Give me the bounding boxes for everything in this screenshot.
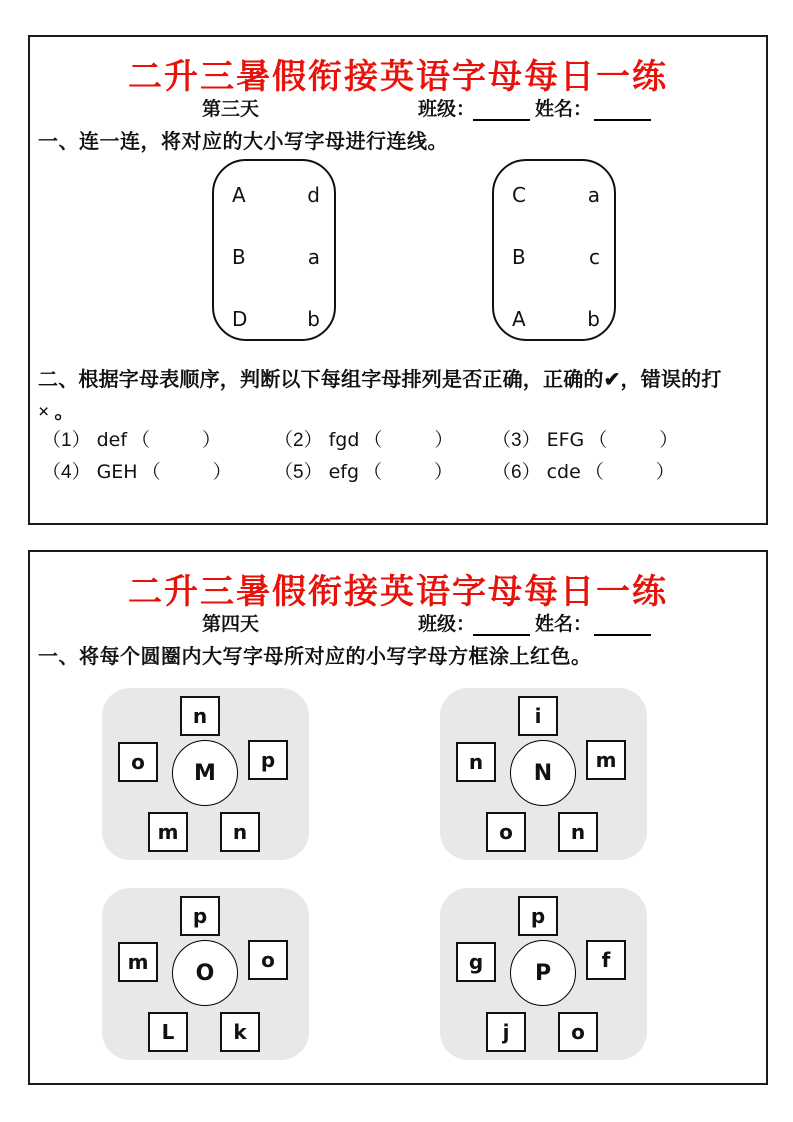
matching-row	[214, 245, 334, 269]
lowercase-letter: a	[307, 245, 320, 269]
judge-item	[492, 457, 675, 484]
option-letter: g	[468, 950, 484, 974]
option-letter: m	[157, 820, 179, 844]
section-1-heading: 一、连一连，将对应的大小写字母进行连线。	[38, 131, 448, 153]
circle-letter: N	[533, 760, 553, 786]
matching-row	[214, 307, 334, 331]
option-letter: n	[570, 820, 586, 844]
lowercase-option-box	[220, 812, 260, 852]
uppercase-letter: D	[232, 307, 248, 331]
uppercase-letter: B	[232, 245, 246, 269]
option-letter: o	[261, 948, 275, 972]
matching-row	[494, 307, 614, 331]
section-1-heading: 一、将每个圆圈内大写字母所对应的小写字母方框涂上红色。	[38, 646, 592, 668]
circle-letter: P	[534, 960, 552, 986]
judge-item	[42, 425, 221, 452]
option-letter: i	[534, 704, 542, 728]
letter-group: cde	[546, 461, 581, 483]
lowercase-option-box	[586, 940, 626, 980]
lowercase-letter: b	[587, 307, 600, 331]
uppercase-letter: A	[232, 183, 246, 207]
option-letter: m	[127, 950, 149, 974]
option-letter: p	[260, 748, 276, 772]
class-label: 班级：	[418, 99, 476, 120]
lowercase-option-box	[486, 812, 526, 852]
letter-panel-M	[102, 688, 309, 860]
option-letter: p	[530, 904, 546, 928]
circle-letter: O	[195, 960, 215, 986]
lowercase-option-box	[180, 896, 220, 936]
class-blank-line	[473, 119, 530, 121]
matching-row	[214, 183, 334, 207]
option-letter: o	[499, 820, 513, 844]
lowercase-option-box	[518, 896, 558, 936]
matching-row	[494, 245, 614, 269]
lowercase-letter: a	[587, 183, 600, 207]
lowercase-option-box	[118, 742, 158, 782]
uppercase-circle	[172, 740, 238, 806]
letter-group: EFG	[546, 429, 585, 451]
lowercase-option-box	[518, 696, 558, 736]
matching-row	[494, 183, 614, 207]
class-blank-line	[473, 634, 530, 636]
lowercase-option-box	[148, 1012, 188, 1052]
option-letter: j	[502, 1020, 510, 1044]
item-number: （6）	[492, 462, 541, 483]
lowercase-letter: d	[307, 183, 320, 207]
worksheet-title: 二升三暑假衔接英语字母每日一练	[128, 574, 668, 611]
option-letter: L	[161, 1020, 175, 1044]
option-letter: k	[233, 1020, 247, 1044]
uppercase-letter: C	[512, 183, 526, 207]
lowercase-option-box	[180, 696, 220, 736]
worksheet-page-day3	[28, 35, 768, 525]
letter-panel-P	[440, 888, 647, 1060]
answer-blank: （ ）	[141, 462, 232, 483]
worksheet-page-day4	[28, 550, 768, 1085]
letter-group: fgd	[328, 429, 360, 451]
uppercase-circle	[172, 940, 238, 1006]
item-number: （5）	[274, 462, 323, 483]
lowercase-option-box	[220, 1012, 260, 1052]
name-label: 姓名：	[535, 99, 593, 120]
lowercase-option-box	[558, 1012, 598, 1052]
lowercase-option-box	[586, 740, 626, 780]
letter-panel-O	[102, 888, 309, 1060]
matching-box-right	[492, 159, 616, 341]
letter-panel-N	[440, 688, 647, 860]
lowercase-option-box	[558, 812, 598, 852]
section-2-heading-line2: × 。	[38, 401, 75, 423]
uppercase-circle	[510, 740, 576, 806]
letter-group: def	[96, 429, 128, 451]
lowercase-option-box	[486, 1012, 526, 1052]
lowercase-option-box	[456, 742, 496, 782]
lowercase-option-box	[248, 940, 288, 980]
day-label: 第四天	[202, 614, 260, 635]
option-letter: n	[192, 704, 208, 728]
lowercase-option-box	[456, 942, 496, 982]
judge-item	[274, 457, 453, 484]
item-number: （2）	[274, 430, 323, 451]
worksheet-title: 二升三暑假衔接英语字母每日一练	[128, 59, 668, 96]
uppercase-circle	[510, 940, 576, 1006]
answer-blank: （ ）	[363, 430, 454, 451]
section-2-heading-line1: 二、根据字母表顺序，判断以下每组字母排列是否正确，正确的✔，错误的打	[38, 369, 722, 391]
lowercase-letter: b	[307, 307, 320, 331]
option-letter: n	[232, 820, 248, 844]
lowercase-option-box	[118, 942, 158, 982]
class-label: 班级：	[418, 614, 476, 635]
option-letter: m	[595, 748, 617, 772]
option-letter: o	[131, 750, 145, 774]
option-letter: n	[468, 750, 484, 774]
name-label: 姓名：	[535, 614, 593, 635]
item-number: （3）	[492, 430, 541, 451]
option-letter: o	[571, 1020, 585, 1044]
letter-group: GEH	[96, 461, 138, 483]
option-letter: f	[601, 948, 611, 972]
circle-letter: M	[194, 760, 216, 786]
judge-item	[274, 425, 453, 452]
judge-item	[42, 457, 232, 484]
lowercase-option-box	[248, 740, 288, 780]
answer-blank: （ ）	[131, 430, 222, 451]
item-number: （1）	[42, 430, 91, 451]
name-blank-line	[594, 119, 651, 121]
answer-blank: （ ）	[584, 462, 675, 483]
item-number: （4）	[42, 462, 91, 483]
letter-group: efg	[328, 461, 360, 483]
matching-box-left	[212, 159, 336, 341]
option-letter: p	[192, 904, 208, 928]
day-label: 第三天	[202, 99, 260, 120]
name-blank-line	[594, 634, 651, 636]
uppercase-letter: B	[512, 245, 526, 269]
answer-blank: （ ）	[363, 462, 454, 483]
answer-blank: （ ）	[588, 430, 679, 451]
lowercase-option-box	[148, 812, 188, 852]
judge-item	[492, 425, 678, 452]
uppercase-letter: A	[512, 307, 526, 331]
lowercase-letter: c	[589, 245, 600, 269]
